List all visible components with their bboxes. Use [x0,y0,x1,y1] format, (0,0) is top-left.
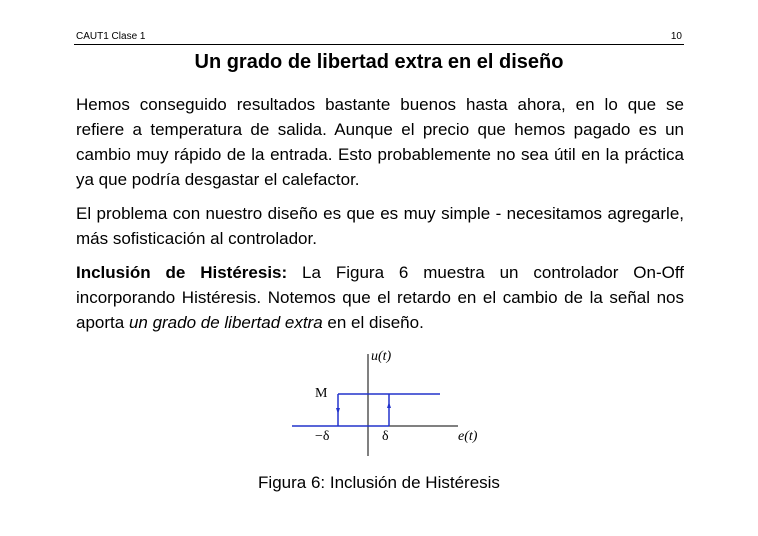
figure-caption: Figura 6: Inclusión de Histéresis [258,473,500,492]
right-branch-arrow [387,402,391,408]
paragraph-3 [76,260,684,335]
page-title: Un grado de libertad extra en el diseño [194,51,564,73]
paragraph-3-text-2: en el diseño. [322,313,424,332]
header-course-label: CAUT1 Clase 1 [76,31,146,42]
header-page-number: 10 [670,31,682,42]
paragraph-2: El problema con nuestro diseño es que es muy simple - necesitamos agregarle, más sofisticación al controlador. [76,204,684,248]
hysteresis-figure [280,344,500,456]
left-branch-arrow [336,408,340,414]
paragraph-1: Hemos conseguido resultados bastante buenos hasta ahora, en lo que se refiere a temperatura de salida. Aunque el precio que hemos pagado es un cambio muy rápido de la entrada. Esto probablemente no sea útil en la práctica ya que podría desgastar el calefactor. [76,95,684,189]
paragraph-3-heading: Inclusión de Histéresis: [76,263,288,282]
label-u-t: u(t) [371,349,392,364]
paragraph-3-text-1: La Figura 6 muestra un controlador On-Off incorporando Histéresis. Notemos que el retardo en el cambio de la señal nos aporta [76,263,684,332]
header-rule [74,44,684,45]
hysteresis-diagram [280,344,500,456]
page-header [74,30,684,44]
paragraph-3-emphasis: un grado de libertad extra [128,313,323,332]
label-e-t: e(t) [458,429,478,444]
label-neg-delta: −δ [315,429,330,444]
label-M: M [315,386,328,401]
label-delta: δ [382,429,389,444]
